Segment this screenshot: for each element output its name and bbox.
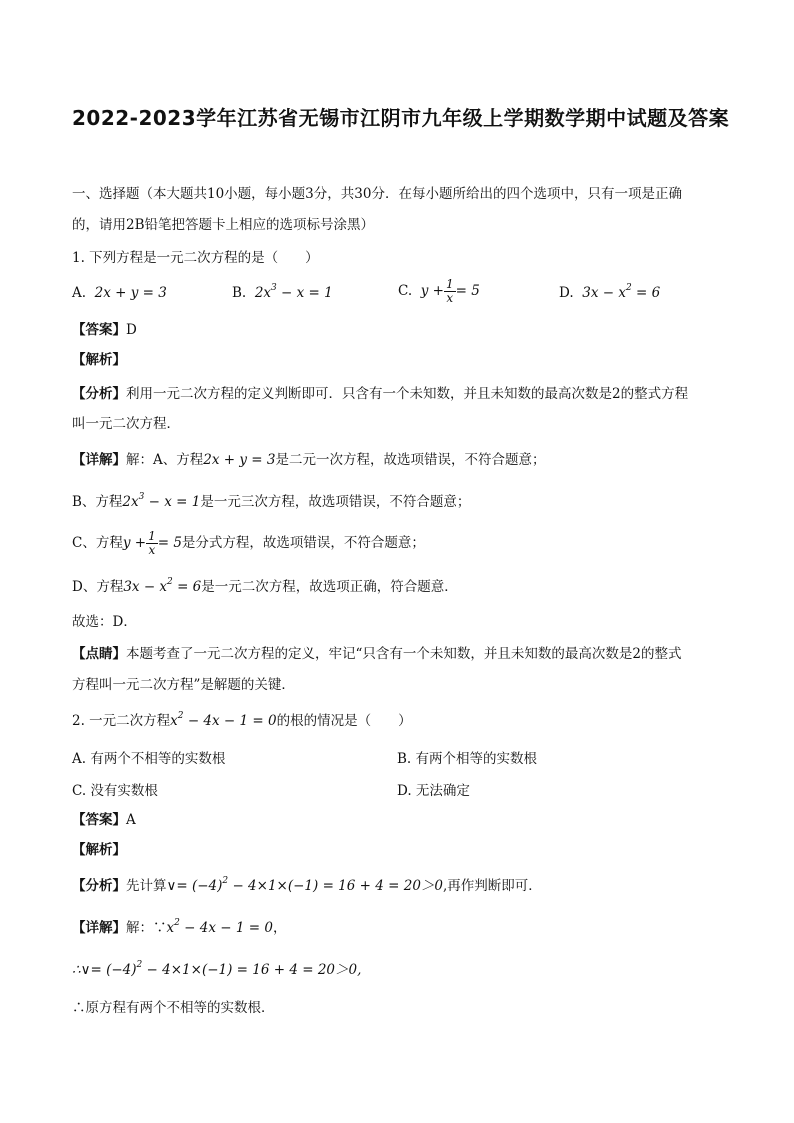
q1-dianjing-line-2: 方程叫一元二次方程”是解题的关键．	[72, 677, 295, 693]
q1-detail-d: D、方程$3x - x^2 = 6$是一元二次方程，故选项正确，符合题意．	[72, 577, 458, 595]
q1-fenxi-line-1: 【分析】利用一元二次方程的定义判断即可．只含有一个未知数，并且未知数的最高次数是2的整式方程	[72, 386, 689, 402]
q1-option-c: C. y + $\frac{1}{x}$ = 5	[398, 277, 480, 305]
q2-option-b: B. 有两个相等的实数根	[397, 751, 538, 767]
q1-fenxi-line-2: 叫一元二次方程．	[72, 416, 180, 432]
q1-dianjing-line-1: 【点睛】本题考查了一元二次方程的定义，牢记“只含有一个未知数，并且未知数的最高次数是2的整式	[72, 646, 682, 662]
q1-analysis-heading: 【解析】	[72, 352, 126, 368]
q2-option-c: C. 没有实数根	[72, 783, 158, 799]
q1-option-a: A. 2x + y = 3	[72, 285, 167, 301]
q1-choose: 故选：D．	[72, 614, 137, 630]
q1-option-b: B. $2x^3 - x = 1$	[232, 283, 333, 301]
q2-step-2: ∴∨= $(-4)^2 - 4\times 1\times(-1) = 16 + 4 = 20>0$,	[72, 960, 362, 978]
q1-detail-a: 【详解】解：A、方程2x + y = 3是二元一次方程，故选项错误，不符合题意；	[72, 452, 546, 468]
q2-analysis-heading: 【解析】	[72, 842, 126, 858]
q1-detail-b: B、方程$2x^3 - x = 1$是一元三次方程，故选项错误，不符合题意；	[72, 492, 471, 510]
page-title: 2022-2023学年江苏省无锡市江阴市九年级上学期数学期中试题及答案	[72, 106, 730, 130]
q2-stem: 2. 一元二次方程$x^2 - 4x - 1 = 0$的根的情况是（ ）	[72, 711, 412, 729]
q2-detail: 【详解】解：$\because x^2 - 4x - 1 = 0$，	[72, 918, 287, 936]
section-intro-line-2: 的，请用2B铅笔把答题卡上相应的选项标号涂黑）	[72, 217, 375, 233]
q1-stem: 1. 下列方程是一元二次方程的是（ ）	[72, 250, 319, 266]
q1-detail-c: C、方程y + $\frac{1}{x}$ = 5是分式方程，故选项错误，不符合题意；	[72, 529, 425, 557]
q2-step-3: ∴原方程有两个不相等的实数根．	[72, 1000, 275, 1016]
q2-answer: 【答案】A	[72, 812, 136, 828]
section-intro-line-1: 一、选择题（本大题共10小题，每小题3分，共30分．在每小题所给出的四个选项中，只有一项是正确	[72, 186, 682, 202]
q1-option-d: D. $3x - x^2 = 6$	[559, 283, 661, 301]
q1-answer: 【答案】D	[72, 322, 137, 338]
q2-option-d: D. 无法确定	[397, 783, 470, 799]
q2-option-a: A. 有两个不相等的实数根	[72, 751, 226, 767]
q2-fenxi: 【分析】先计算∨= $(-4)^2 - 4\times 1\times(-1) = 16 + 4 = 20>0$,再作判断即可．	[72, 876, 542, 894]
